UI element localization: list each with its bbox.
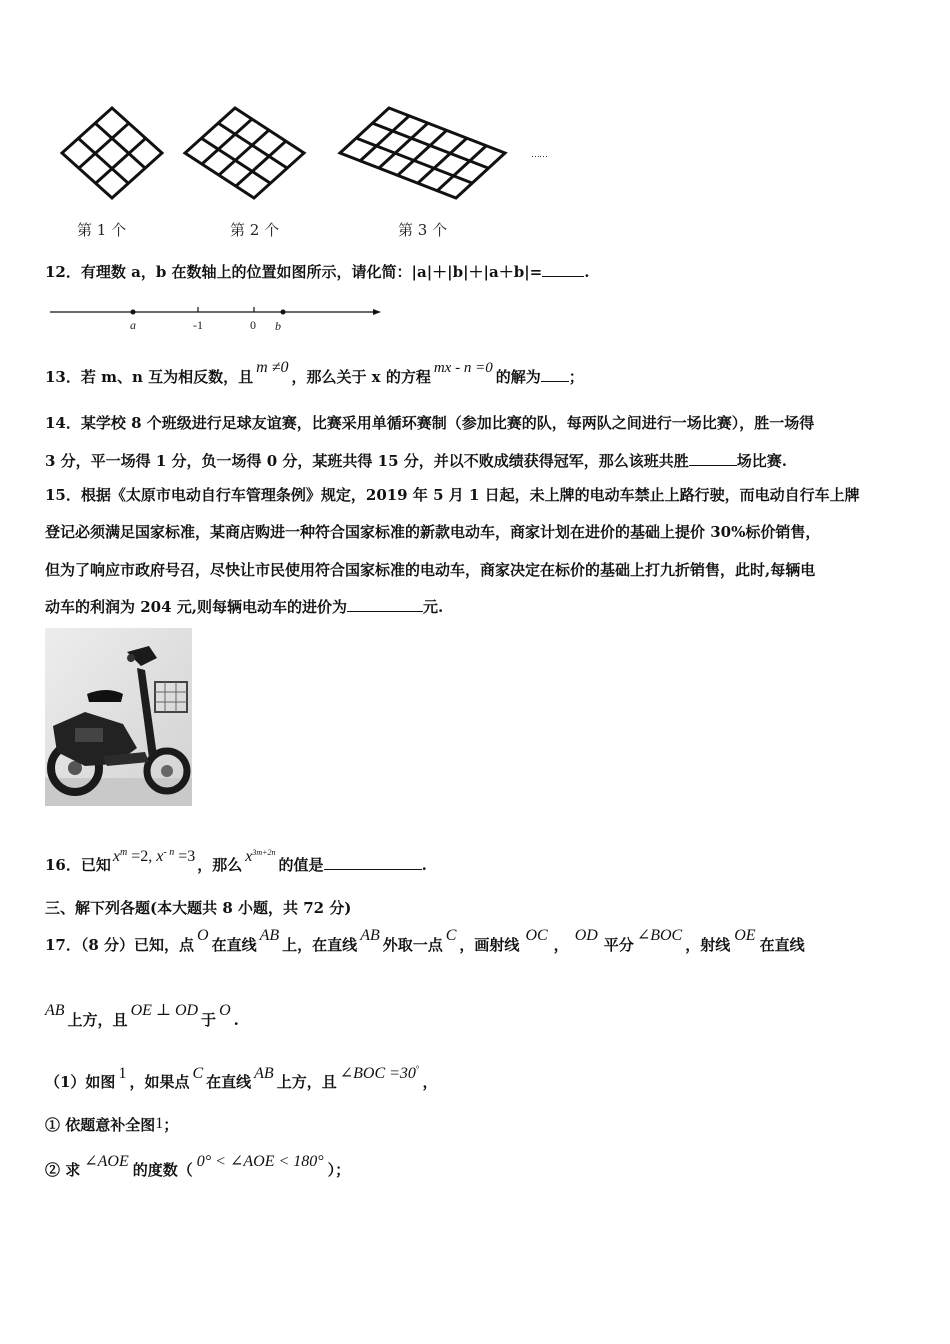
question-15-line-3: 但为了响应市政府号召，尽快让市民使用符合国家标准的电动车，商家决定在标价的基础上打九折销售，此时,每辆电 <box>45 561 816 579</box>
math-angle-boc-30: ∠BOC =30° <box>339 1064 420 1082</box>
math-equation: mx - n =0 <box>433 360 493 376</box>
lattice-figure-1 <box>62 108 162 198</box>
figure-caption-3: 第 3 个 <box>398 221 448 239</box>
question-16: 16．已知 $x^m =2$, $x^{- n} =3$ ，那么 $x^{3m+2n}$的值是 . <box>45 847 427 874</box>
lattice-figures <box>40 100 580 205</box>
question-17-line-1: 17．（8 分）已知，点O在直线AB上，在直线AB外取一点C，画射线OC，OD平分∠BOC，射线OE在直线 <box>45 927 805 954</box>
question-17-part-1-a: ① 依题意补全图1； <box>45 1115 179 1134</box>
point-a-dot <box>131 310 136 315</box>
question-13: 13．若 m、n 互为相反数，且m ≠0，那么关于 x 的方程 mx - n =0 的解为 ； <box>45 359 584 386</box>
axis-label-zero: 0 <box>250 318 256 332</box>
question-14-line-2: 3 分，平一场得 1 分，负一场得 0 分，某班共得 15 分，并以不败成绩获得冠军，那么该班共胜 场比赛. <box>45 452 787 470</box>
axis-label-neg1: -1 <box>193 318 203 332</box>
axis-label-a: a <box>130 318 136 332</box>
electric-bike-photo <box>45 628 192 806</box>
figure-caption-2: 第 2 个 <box>230 221 280 239</box>
question-15-line-2: 登记必须满足国家标准，某商店购进一种符合国家标准的新款电动车，商家计划在进价的基础上提价 30%标价销售， <box>45 523 821 541</box>
question-15-line-4: 动车的利润为 204 元,则每辆电动车的进价为 元. <box>45 598 444 616</box>
question-12: 12．有理数 a，b 在数轴上的位置如图所示，请化简：|a|＋|b|＋|a＋b|= . <box>45 263 590 281</box>
question-17-line-2: AB上方，且OE ⊥ OD于O. <box>45 1002 239 1029</box>
lattice-figure-3 <box>340 108 505 198</box>
answer-blank <box>324 855 422 870</box>
math-expression: $x^{3m+2n}$ <box>245 848 276 865</box>
lattice-figure-2 <box>185 108 304 198</box>
figure-caption-1: 第 1 个 <box>77 221 127 239</box>
answer-blank <box>689 451 737 466</box>
question-17-part-1-b: ② 求 ∠AOE 的度数（ 0° < ∠AOE < 180° ）； <box>45 1153 351 1179</box>
point-b-dot <box>281 310 286 315</box>
figures-ellipsis: …… <box>531 149 547 159</box>
answer-blank <box>541 367 569 382</box>
answer-blank <box>347 597 423 612</box>
axis-label-b: b <box>275 319 281 333</box>
question-17-part-1: （1）如图 1 ，如果点 C 在直线 AB 上方，且 ∠BOC =30°， <box>45 1064 438 1091</box>
section-3-title: 三、解下列各题(本大题共 8 小题，共 72 分) <box>45 899 352 917</box>
question-14-line-1: 14．某学校 8 个班级进行足球友谊赛，比赛采用单循环赛制（参加比赛的队，每两队之间进行一场比赛），胜一场得 <box>45 414 815 432</box>
math-m-neq-0: m ≠0 <box>256 359 289 376</box>
number-line <box>45 302 385 338</box>
math-given: $x^m =2$, $x^{- n} =3$ <box>112 847 196 865</box>
question-15-line-1: 15．根据《太原市电动自行车管理条例》规定，2019 年 5 月 1 日起，未上牌的电动车禁止上路行驶，而电动自行车上牌 <box>45 486 860 504</box>
answer-blank <box>542 262 584 277</box>
